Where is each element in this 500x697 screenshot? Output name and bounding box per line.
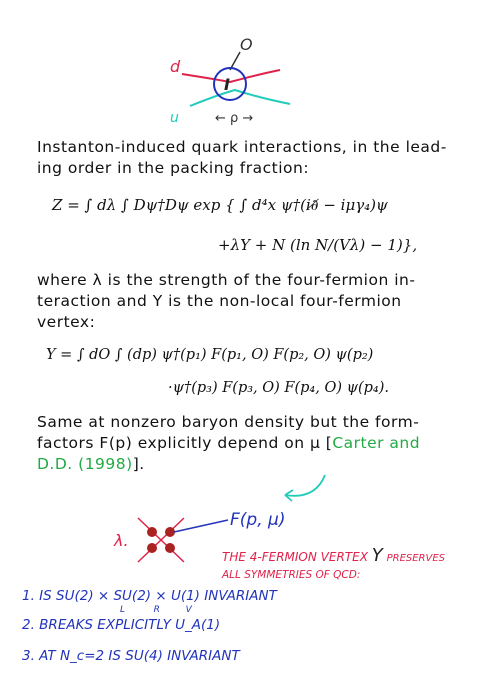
operator-label: O [240,35,253,54]
handnote-title-2: PRESERVES [386,553,446,564]
citation-link-part2[interactable]: D.D. (1998) [37,455,133,473]
u-quark-label: u [170,110,179,126]
handnote-item-1-subscripts: L R V [120,605,192,615]
vertex-eq-line2 [168,380,389,396]
vertex-dot-1 [147,527,157,537]
handnote-item-2: 2. BREAKS EXPLICITLY U_A(1) [22,617,221,633]
where-paragraph [37,270,477,333]
instanton-label: I [224,75,230,94]
where-line-1: where λ is the strength of the four-fermion in- [37,271,416,289]
where-line-2: teraction and Y is the non-local four-fermion [37,292,402,310]
instanton-circle [214,68,246,100]
citation-link-part1[interactable]: Carter and [332,434,421,452]
density-paragraph [37,412,487,475]
intro-line-2: ing order in the packing fraction: [37,159,310,177]
pointer-arrow [285,475,325,496]
intro-paragraph [37,137,477,179]
partition-function-eq-line1 [52,196,388,214]
vertex-dot-4 [165,543,175,553]
eq1-line2: +λY + N (ln N/(Vλ) − 1)}, [218,236,418,254]
formfactor-label: F(p, μ) [230,510,286,530]
eq2-line2: ·ψ†(p₃) F(p₃, O) F(p₄, O) ψ(p₄). [168,380,390,396]
same-line-2-text: factors F(p) explicitly depend on μ [ [37,434,333,452]
lambda-label: λ. [114,531,129,550]
handnote-item-1: 1. IS SU(2) × SU(2) × U(1) INVARIANT [22,588,277,604]
vertex-eq-line1 [46,347,373,363]
handnote-item-3: 3. AT N_c=2 IS SU(4) INVARIANT [22,648,240,664]
handnote-title-1: THE 4-FERMION VERTEX [222,550,368,564]
eq1-rhs: { ∫ d⁴x ψ†(i∂̸ − iμγ₄)ψ [225,196,388,214]
partition-function-eq-line2 [218,236,417,254]
u-quark-line [190,90,290,106]
handnote-title-line2: ALL SYMMETRIES OF QCD: [222,569,361,581]
where-line-3: vertex: [37,313,96,331]
rho-label: ← ρ → [215,111,254,126]
handnote-title-y: Y [371,545,383,566]
vertex-dot-2 [165,527,175,537]
eq2-line1: Y = ∫ dO ∫ (dp) ψ†(p₁) F(p₁, O) F(p₂, O) ψ(p₂) [46,347,374,363]
eq1-lhs: Z = ∫ dλ ∫ Dψ†Dψ exp [52,196,221,214]
same-line-2 [37,433,487,454]
handnote-title [222,545,445,566]
same-line-1: Same at nonzero baryon density but the form- [37,413,420,431]
formfactor-arrow [174,520,228,532]
intro-line-1: Instanton-induced quark interactions, in the lead- [37,138,447,156]
d-quark-label: d [170,57,181,76]
instanton-diagram [160,30,310,130]
same-line-3-end: ]. [132,455,145,473]
d-quark-line [182,70,280,82]
vertex-dot-3 [147,543,157,553]
